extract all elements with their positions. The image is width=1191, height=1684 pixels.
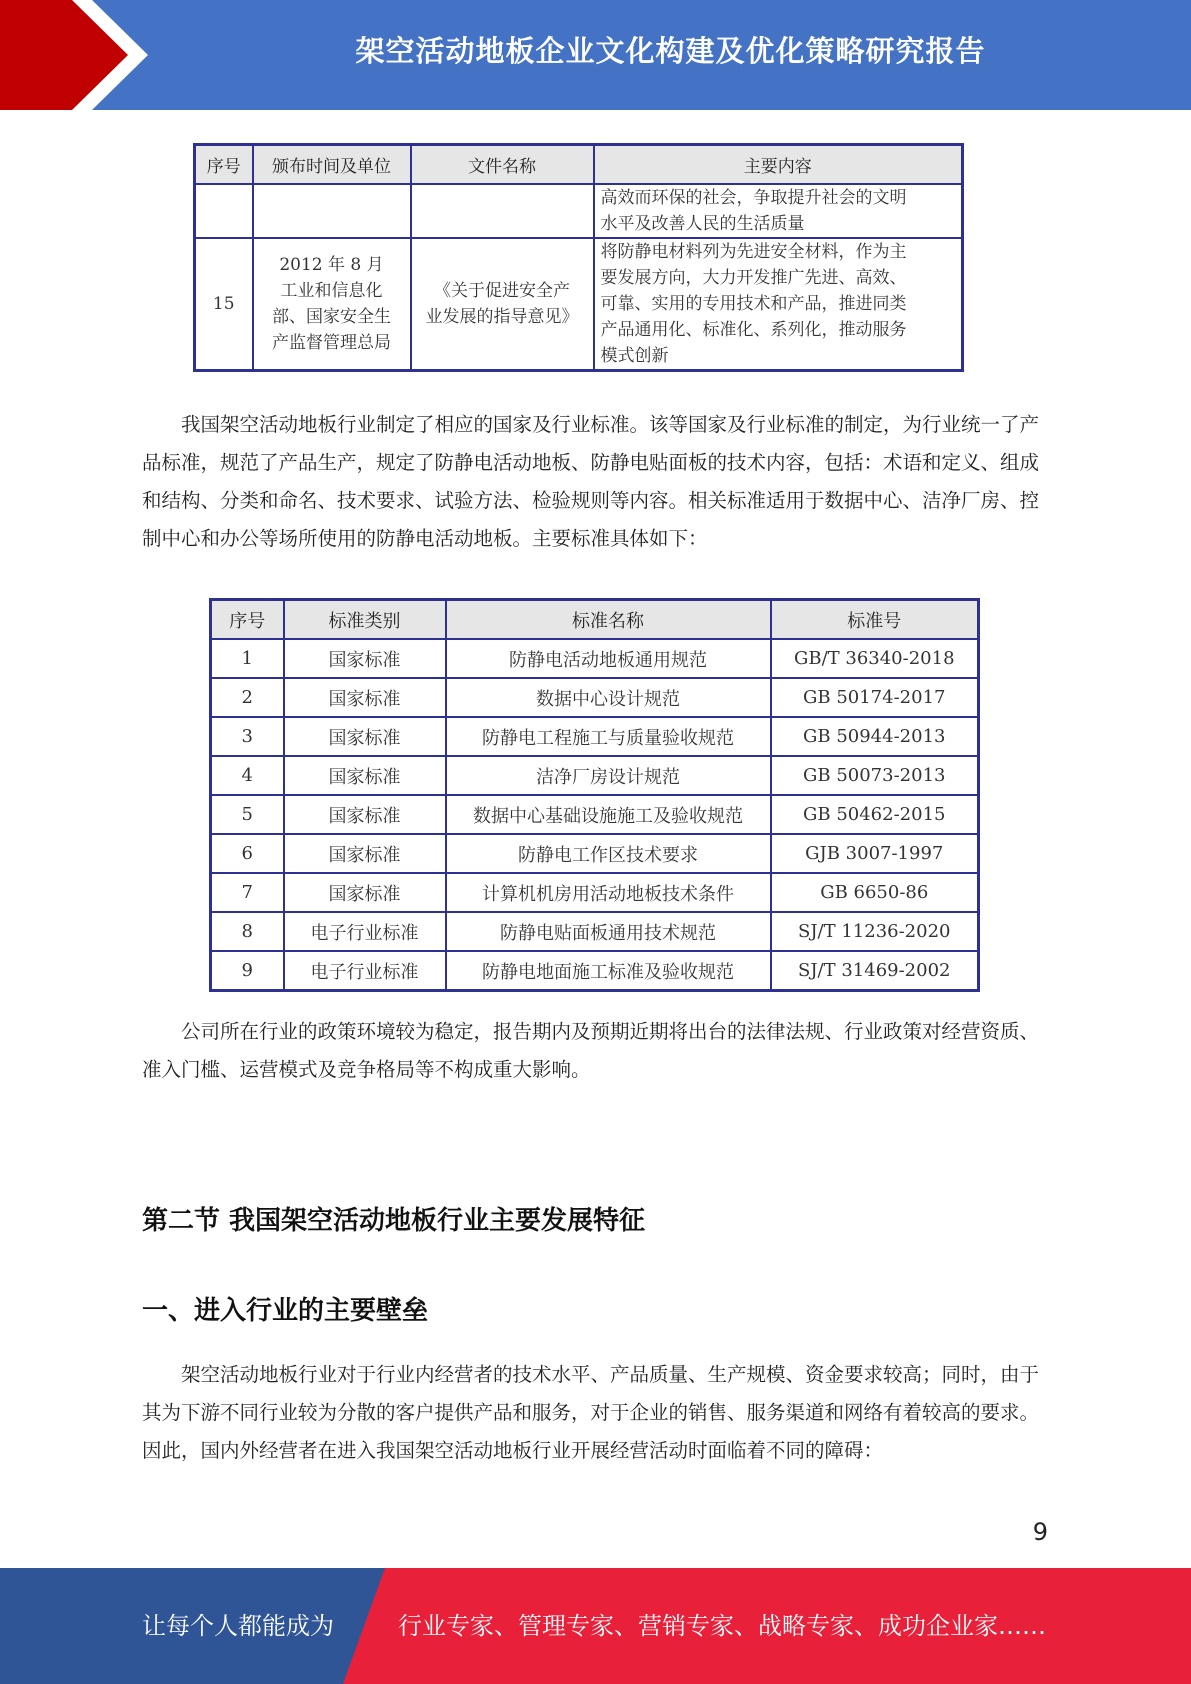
standard-code: SJ/T 11236-2020	[771, 912, 979, 951]
table-row	[211, 873, 979, 912]
document-name-cell: 《关于促进安全产 业发展的指导意见》	[411, 238, 594, 371]
standard-name: 数据中心基础设施施工及验收规范	[446, 795, 771, 834]
standard-code: GB 50174-2017	[771, 678, 979, 717]
standard-code: GB 6650-86	[771, 873, 979, 912]
standard-category: 国家标准	[284, 639, 446, 678]
standard-code: GJB 3007-1997	[771, 834, 979, 873]
table-row	[211, 795, 979, 834]
column-header: 颁布时间及单位	[253, 145, 411, 185]
policy-table	[193, 143, 964, 372]
table-header-row	[195, 145, 963, 185]
page-number: 9	[1032, 1518, 1048, 1546]
column-header: 文件名称	[411, 145, 594, 185]
paragraph-standards-intro: 我国架空活动地板行业制定了相应的国家及行业标准。该等国家及行业标准的制定，为行业统一了产品标准，规范了产品生产，规定了防静电活动地板、防静电贴面板的技术内容，包括：术语和定义、组成和结构、分类和命名、技术要求、试验方法、检验规则等内容。相关标准适用于数据中心、洁净厂房、控制中心和办公等场所使用的防静电活动地板。主要标准具体如下：	[142, 413, 1040, 550]
table-row	[211, 834, 979, 873]
row-number: 2	[211, 678, 284, 717]
standard-name: 防静电工程施工与质量验收规范	[446, 717, 771, 756]
column-header: 标准类别	[284, 600, 446, 640]
row-number	[195, 184, 253, 238]
standards-table	[209, 598, 980, 992]
page-footer	[0, 1568, 1191, 1684]
content-cell: 高效而环保的社会，争取提升社会的文明 水平及改善人民的生活质量	[594, 184, 963, 238]
standard-name: 洁净厂房设计规范	[446, 756, 771, 795]
table-row	[211, 912, 979, 951]
subsection-title: 一、进入行业的主要壁垒	[142, 1296, 429, 1326]
column-header: 序号	[211, 600, 284, 640]
column-header: 主要内容	[594, 145, 963, 185]
table-row	[195, 238, 963, 371]
standard-name: 防静电贴面板通用技术规范	[446, 912, 771, 951]
column-header: 序号	[195, 145, 253, 185]
standard-code: GB 50462-2015	[771, 795, 979, 834]
standard-name: 数据中心设计规范	[446, 678, 771, 717]
table-row	[211, 717, 979, 756]
section-title: 第二节 我国架空活动地板行业主要发展特征	[142, 1206, 646, 1236]
table-row	[211, 678, 979, 717]
row-number: 6	[211, 834, 284, 873]
row-number: 7	[211, 873, 284, 912]
paragraph-policy-environment: 公司所在行业的政策环境较为稳定，报告期内及预期近期将出台的法律法规、行业政策对经营资质、准入门槛、运营模式及竞争格局等不构成重大影响。	[142, 1020, 1040, 1081]
row-number: 3	[211, 717, 284, 756]
column-header: 标准名称	[446, 600, 771, 640]
paragraph-entry-barriers: 架空活动地板行业对于行业内经营者的技术水平、产品质量、生产规模、资金要求较高；同时，由于其为下游不同行业较为分散的客户提供产品和服务，对于企业的销售、服务渠道和网络有着较高的要求。因此，国内外经营者在进入我国架空活动地板行业开展经营活动时面临着不同的障碍：	[142, 1363, 1040, 1462]
standard-category: 国家标准	[284, 756, 446, 795]
table-header-row	[211, 600, 979, 640]
standard-category: 电子行业标准	[284, 951, 446, 991]
row-number: 4	[211, 756, 284, 795]
standard-code: GB 50073-2013	[771, 756, 979, 795]
content-cell: 将防静电材料列为先进安全材料，作为主 要发展方向，大力开发推广先进、高效、 可靠、实用的专用技术和产品，推进同类 产品通用化、标准化、系列化，推动服务 模式创新	[594, 238, 963, 371]
table-row	[211, 951, 979, 991]
table-row	[211, 756, 979, 795]
footer-slogan-right: 行业专家、管理专家、营销专家、战略专家、成功企业家……	[398, 1612, 1046, 1640]
document-name-cell	[411, 184, 594, 238]
standard-name: 防静电工作区技术要求	[446, 834, 771, 873]
row-number: 15	[195, 238, 253, 371]
report-title: 架空活动地板企业文化构建及优化策略研究报告	[355, 34, 986, 68]
page-header	[0, 0, 1191, 110]
standard-name: 计算机机房用活动地板技术条件	[446, 873, 771, 912]
standard-category: 国家标准	[284, 717, 446, 756]
header-arrow-decoration	[0, 0, 150, 110]
row-number: 1	[211, 639, 284, 678]
standard-category: 国家标准	[284, 678, 446, 717]
issuer-cell: 2012 年 8 月 工业和信息化 部、国家安全生 产监督管理总局	[253, 238, 411, 371]
issuer-cell	[253, 184, 411, 238]
standard-name: 防静电地面施工标准及验收规范	[446, 951, 771, 991]
row-number: 8	[211, 912, 284, 951]
row-number: 5	[211, 795, 284, 834]
row-number: 9	[211, 951, 284, 991]
table-row	[195, 184, 963, 238]
standard-name: 防静电活动地板通用规范	[446, 639, 771, 678]
standard-category: 国家标准	[284, 795, 446, 834]
table-row	[211, 639, 979, 678]
standard-category: 国家标准	[284, 834, 446, 873]
footer-slogan-left: 让每个人都能成为	[142, 1612, 334, 1640]
standard-category: 电子行业标准	[284, 912, 446, 951]
standard-category: 国家标准	[284, 873, 446, 912]
standard-code: GB/T 36340-2018	[771, 639, 979, 678]
standard-code: GB 50944-2013	[771, 717, 979, 756]
standard-code: SJ/T 31469-2002	[771, 951, 979, 991]
column-header: 标准号	[771, 600, 979, 640]
